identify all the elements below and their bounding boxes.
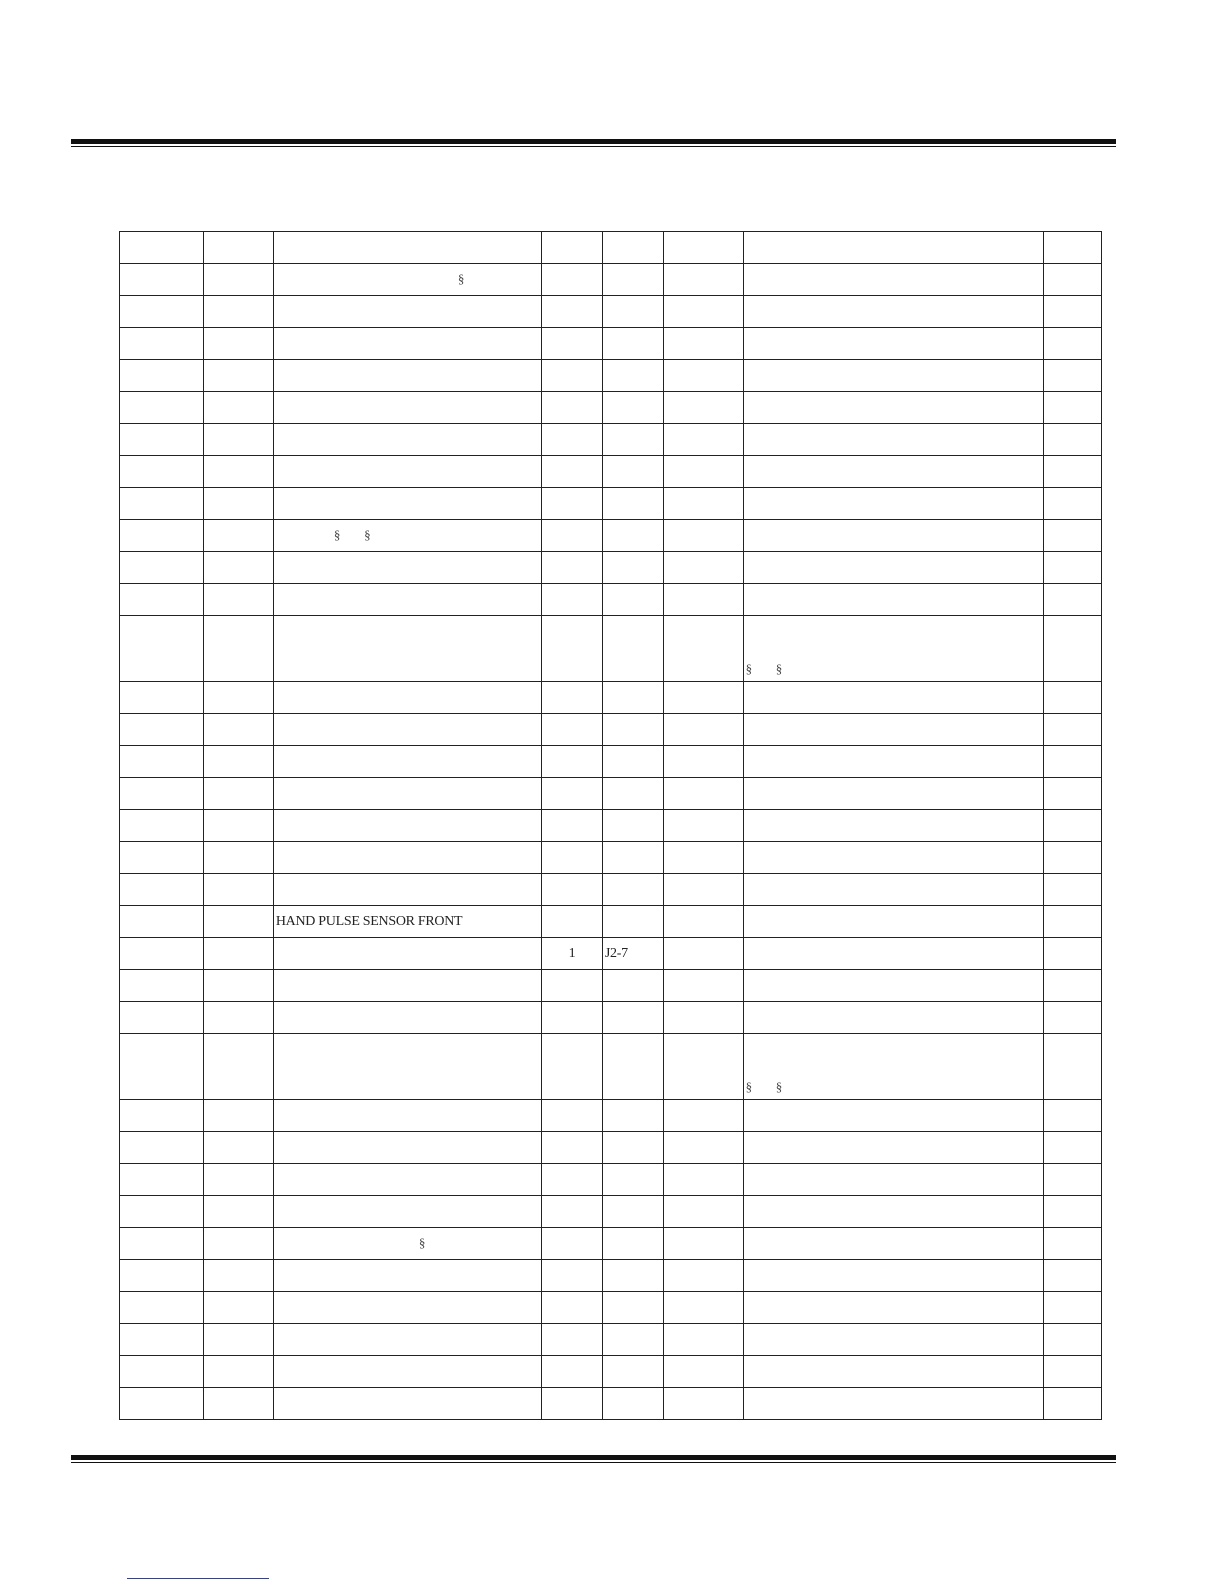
table-row xyxy=(120,1324,1102,1356)
table-row xyxy=(120,842,1102,874)
table-row xyxy=(120,456,1102,488)
table-row xyxy=(120,1228,1102,1260)
table-row xyxy=(120,1388,1102,1420)
table-row xyxy=(120,424,1102,456)
table-row xyxy=(120,488,1102,520)
part-connector: J2-7 xyxy=(602,938,663,970)
table-row xyxy=(120,1356,1102,1388)
table-row xyxy=(120,938,1102,970)
table-row xyxy=(120,714,1102,746)
header-rule xyxy=(71,139,1116,147)
table-row xyxy=(120,360,1102,392)
section-mark: § xyxy=(364,527,371,542)
table-row xyxy=(120,1034,1102,1100)
section-mark: § xyxy=(745,661,752,676)
table-row xyxy=(120,520,1102,552)
table-row xyxy=(120,1292,1102,1324)
table-row xyxy=(120,328,1102,360)
section-mark: § xyxy=(333,527,341,542)
footer-rule xyxy=(71,1455,1116,1463)
table-row xyxy=(120,810,1102,842)
section-mark: § xyxy=(418,1235,426,1250)
table-row xyxy=(120,1100,1102,1132)
table-row xyxy=(120,970,1102,1002)
table-row xyxy=(120,584,1102,616)
table-row xyxy=(120,616,1102,682)
table-row xyxy=(120,778,1102,810)
section-mark: § xyxy=(745,1079,752,1094)
parts-table xyxy=(119,231,1102,1420)
table-row xyxy=(120,1164,1102,1196)
table-row xyxy=(120,1132,1102,1164)
section-mark: § xyxy=(457,271,465,286)
table-row xyxy=(120,552,1102,584)
footer-link-underline[interactable] xyxy=(127,1578,269,1579)
part-description: HAND PULSE SENSOR FRONT xyxy=(273,906,541,938)
table-row xyxy=(120,264,1102,296)
table-row xyxy=(120,906,1102,938)
table-row xyxy=(120,1260,1102,1292)
table-row xyxy=(120,232,1102,264)
table-row xyxy=(120,682,1102,714)
table-row xyxy=(120,1196,1102,1228)
section-mark: § xyxy=(775,1079,782,1094)
table-row xyxy=(120,392,1102,424)
table-row xyxy=(120,874,1102,906)
section-mark: § xyxy=(775,661,782,676)
table-row xyxy=(120,1002,1102,1034)
table-row xyxy=(120,296,1102,328)
table-row xyxy=(120,746,1102,778)
part-quantity: 1 xyxy=(542,938,603,970)
